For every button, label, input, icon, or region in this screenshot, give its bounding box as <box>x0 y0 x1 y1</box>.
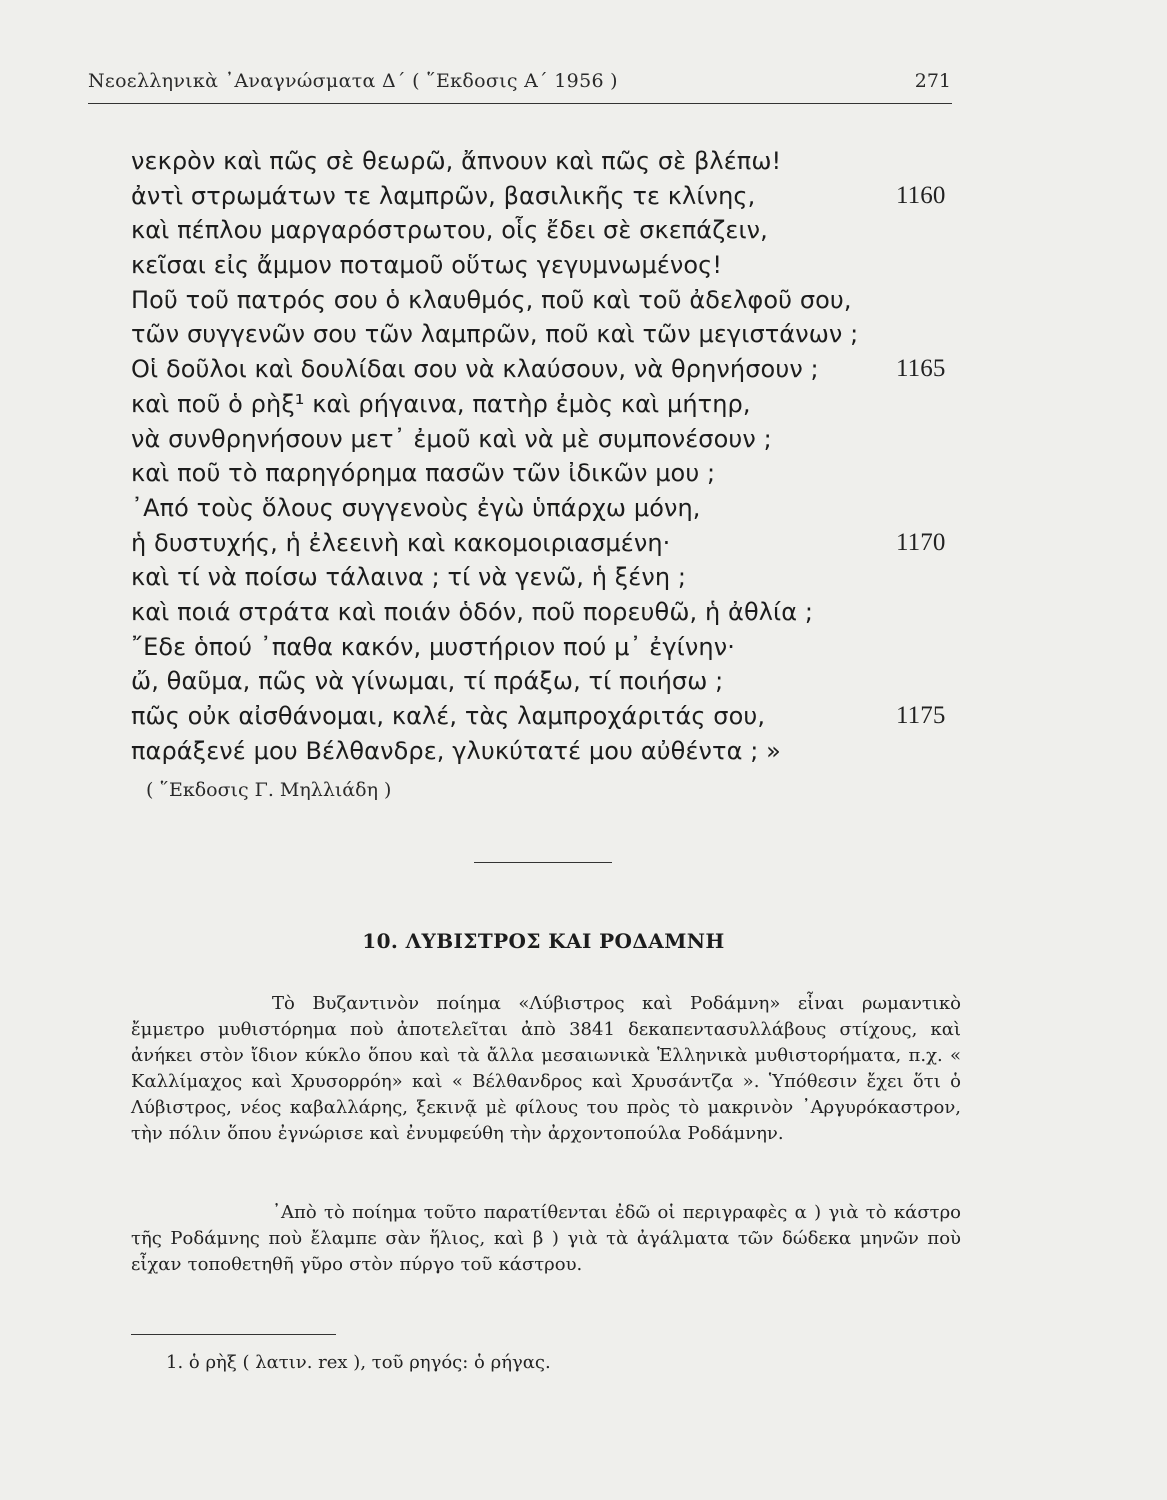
verse-line <box>131 630 961 665</box>
verse-number: 1175 <box>896 702 946 729</box>
verse-text: καὶ τί νὰ ποίσω τάλαινα ; τί νὰ γενῶ, ἡ ξένη ; <box>131 563 687 592</box>
running-title: Νεοελληνικὰ ᾿Αναγνώσματα Δ΄ ( ῞Εκδοσις Α΄ 1956 ) <box>88 70 618 92</box>
verse-line <box>131 595 961 630</box>
verse-text: νεκρὸν καὶ πῶς σὲ θεωρῶ, ἄπνουν καὶ πῶς σὲ βλέπω! <box>131 147 782 175</box>
verse-line <box>131 734 961 769</box>
verse-number: 1160 <box>896 181 946 209</box>
verse-line <box>131 213 961 248</box>
verse-text: ἀντὶ στρωμάτων τε λαμπρῶν, βασιλικῆς τε κλίνης, <box>131 181 756 210</box>
excerpt-note-paragraph: ᾿Απὸ τὸ ποίημα τοῦτο παρατίθενται ἐδῶ οἱ περιγραφὲς α ) γιὰ τὸ κάστρο τῆς Ροδάμνης ποὺ ἔλαμπε σὰν ἥλιος, καὶ β ) γιὰ τὰ ἀγάλματα τῶν δώδεκα μηνῶν ποὺ εἶχαν τοποθετηθῆ γῦρο στὸν πύργο τοῦ κάστρου. <box>131 1202 961 1276</box>
verse-text: νὰ συνθρηνήσουν μετ᾿ ἐμοῦ καὶ νὰ μὲ συμπονέσουν ; <box>131 424 772 453</box>
verse-line <box>131 560 961 595</box>
section-divider <box>474 862 612 863</box>
chapter-title-text: 10. ΛΥΒΙΣΤΡΟΣ ΚΑΙ ΡΟΔΑΜΝΗ <box>362 929 725 953</box>
verse-line <box>131 456 961 491</box>
page-number: 271 <box>914 70 951 92</box>
verse-text: ᾿Από τοὺς ὅλους συγγενοὺς ἐγὼ ὑπάρχω μόνη, <box>131 493 701 522</box>
verse-text: τῶν συγγενῶν σου τῶν λαμπρῶν, ποῦ καὶ τῶν μεγιστάνων ; <box>131 320 859 349</box>
header-rule <box>88 103 952 104</box>
poem-excerpt <box>131 144 961 768</box>
verse-number: 1165 <box>896 355 946 383</box>
verse-line <box>131 664 961 699</box>
verse-text: πῶς οὐκ αἰσθάνομαι, καλέ, τὰς λαμπροχάριτάς σου, <box>131 702 766 730</box>
verse-line <box>131 144 961 179</box>
footnote-rule <box>131 1334 336 1335</box>
verse-text: Οἱ δοῦλοι καὶ δουλίδαι σου νὰ κλαύσουν, νὰ θρηνήσουν ; <box>131 355 819 384</box>
verse-text: κεῖσαι εἰς ἄμμον ποταμοῦ οὕτως γεγυμνωμένος! <box>131 251 723 280</box>
verse-line <box>131 422 961 457</box>
verse-line <box>131 317 961 352</box>
verse-line <box>131 179 961 214</box>
verse-text: καὶ ποῦ τὸ παρηγόρημα πασῶν τῶν ἰδικῶν μου ; <box>131 459 716 488</box>
verse-line <box>131 491 961 526</box>
verse-line <box>131 248 961 283</box>
verse-line <box>131 699 961 734</box>
verse-line <box>131 526 961 561</box>
verse-line <box>131 352 961 387</box>
verse-text: καὶ ποῦ ὁ ρὴξ¹ καὶ ρήγαινα, πατὴρ ἐμὸς καὶ μήτηρ, <box>131 389 751 418</box>
verse-line <box>131 283 961 318</box>
verse-number: 1170 <box>896 528 946 556</box>
intro-paragraph: Τὸ Βυζαντινὸν ποίημα «Λύβιστρος καὶ Ροδάμνη» εἶναι ρωμαντικὸ ἔμμετρο μυθιστόρημα ποὺ ἀποτελεῖται ἀπὸ 3841 δεκαπεντασυλλάβους στίχους, καὶ ἀνήκει στὸν ἴδιον κύκλο ὅπου καὶ τὰ ἄλλα μεσαιωνικὰ Ἑλληνικὰ μυθιστορήματα, π.χ. « Καλλίμαχος καὶ Χρυσορρόη» καὶ « Βέλθανδρος καὶ Χρυσάντζα ». Ὑπόθεσιν ἔχει ὅτι ὁ Λύβιστρος, νέος καβαλλάρης, ξεκινᾷ μὲ φίλους του πρὸς τὸ μακρινὸν ᾿Αργυρόκαστρον, τὴν πόλιν ὅπου ἐγνώρισε καὶ ἐνυμφεύθη τὴν ἀρχοντοπούλα Ροδάμνην. <box>131 993 961 1145</box>
verse-text: Ποῦ τοῦ πατρός σου ὁ κλαυθμός, ποῦ καὶ τοῦ ἀδελφοῦ σου, <box>131 285 852 314</box>
verse-text: καὶ ποιά στράτα καὶ ποιάν ὁδόν, ποῦ πορευθῶ, ἡ ἀθλία ; <box>131 597 814 626</box>
verse-text: ἡ δυστυχής, ἡ ἐλεεινὴ καὶ κακομοιριασμένη· <box>131 528 671 557</box>
footnote: 1. ὁ ρὴξ ( λατιν. rex ), τοῦ ρηγός: ὁ ρήγας. <box>166 1352 551 1373</box>
chapter-title <box>0 929 1167 953</box>
verse-text: ῎Εδε ὁπού ᾿παθα κακόν, μυστήριον πού μ᾿ ἐγίνην· <box>131 632 735 661</box>
verse-line <box>131 387 961 422</box>
verse-text: παράξενέ μου Βέλθανδρε, γλυκύτατέ μου αὐθέντα ; » <box>131 736 781 765</box>
edition-credit: ( ῞Εκδοσις Γ. Μηλλιάδη ) <box>146 779 392 801</box>
verse-text: καὶ πέπλου μαργαρόστρωτου, οἷς ἔδει σὲ σκεπάζειν, <box>131 216 768 245</box>
verse-text: ὤ, θαῦμα, πῶς νὰ γίνωμαι, τί πράξω, τί ποιήσω ; <box>131 667 724 696</box>
